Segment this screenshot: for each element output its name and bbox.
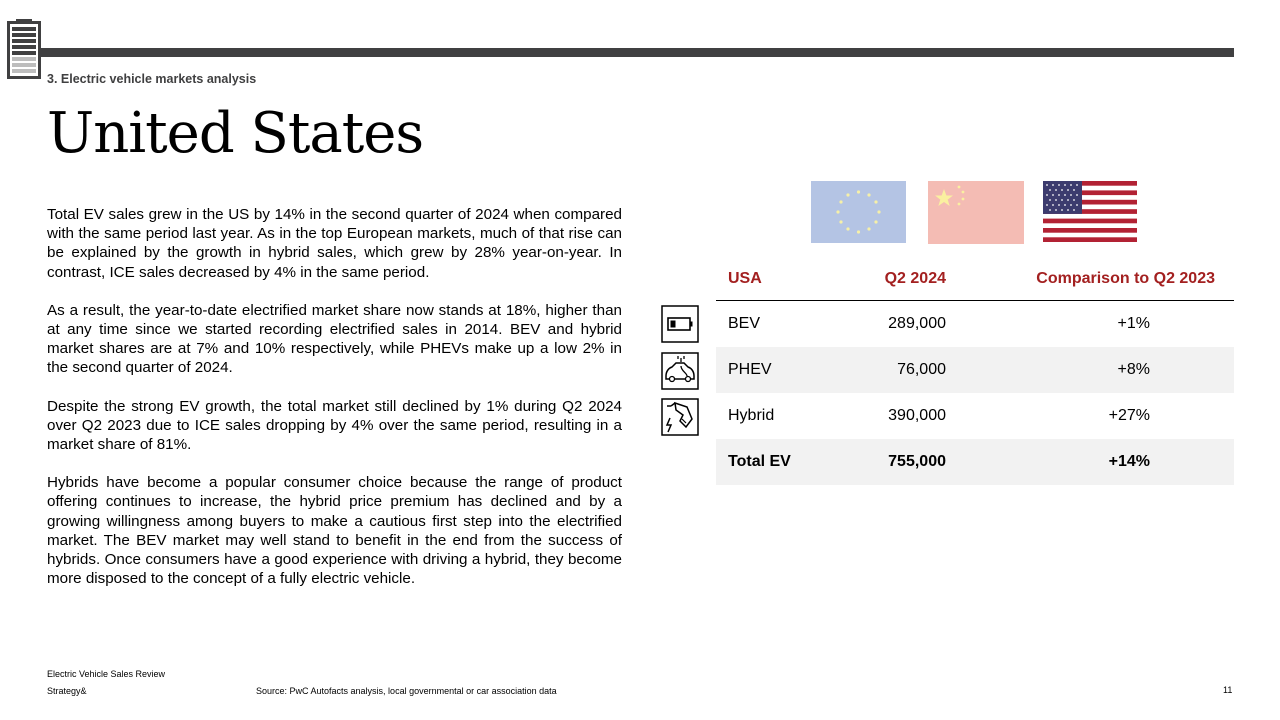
footer-source: Source: PwC Autofacts analysis, local governmental or car association data (256, 686, 557, 696)
row-sales: 289,000 (888, 315, 946, 332)
page-number: 11 (1223, 685, 1233, 695)
table-row-phev (716, 347, 1234, 393)
row-type: BEV (728, 315, 761, 332)
usa-flag[interactable] (1043, 181, 1137, 242)
battery-logo-icon (7, 19, 41, 79)
table-row-hybrid (716, 393, 1234, 439)
fuel-electric-nozzle-icon (661, 398, 699, 436)
footer-brand: Strategy& (47, 686, 87, 696)
paragraph: Total EV sales grew in the US by 14% in the second quarter of 2024 when compared with the same period last year. As in the top European markets, much of that rise can be explained by the growth in hybrid sales, which grew by 28% year-on-year. In contrast, ICE sales decreased by 4% in the same period. (47, 206, 622, 281)
header-bar (40, 48, 1234, 57)
total-type: Total EV (728, 453, 791, 470)
paragraph: As a result, the year-to-date electrified market share now stands at 18%, higher than at any time since we started recording electrified sales in 2014. BEV and hybrid market shares are at 7% and 10% respectively, while PHEVs make up a low 2% in the second quarter of 2024. (47, 301, 622, 377)
row-type: Hybrid (728, 407, 775, 424)
paragraph: Hybrids have become a popular consumer choice because the range of product offering continues to increase, the hybrid price premium has declined and by a growing willingness among buyers to make a cautious first step into the electrified market. The BEV market may well stand to benefit in the end from the success of hybrids. Once consumers have a good experience with driving a hybrid, they become more disposed to the concept of a fully electric vehicle. (47, 474, 622, 588)
table-row-bev (716, 301, 1234, 347)
header-region: USA (728, 270, 762, 287)
row-sales: 390,000 (888, 407, 946, 424)
plug-in-car-icon (661, 352, 699, 390)
row-type: PHEV (728, 361, 772, 378)
ev-sales-table (716, 258, 1234, 485)
page-title: United States (47, 101, 424, 166)
row-change: +8% (1117, 361, 1150, 378)
total-change: +14% (1108, 453, 1150, 470)
section-label: 3. Electric vehicle markets analysis (47, 72, 257, 86)
paragraph: Despite the strong EV growth, the total market still declined by 1% during Q2 2024 over Q2 2023 due to ICE sales dropping by 4% over the same period, resulting in a market share of 81%. (47, 397, 622, 454)
eu-flag[interactable] (811, 181, 906, 243)
total-sales: 755,000 (888, 453, 946, 470)
row-change: +27% (1108, 407, 1150, 424)
table-row-total (716, 439, 1234, 485)
row-change: +1% (1117, 315, 1150, 332)
header-comparison: Comparison to Q2 2023 (1036, 270, 1215, 287)
footer-publication: Electric Vehicle Sales Review (47, 669, 166, 679)
header-period: Q2 2024 (884, 270, 946, 287)
china-flag[interactable] (928, 181, 1024, 244)
battery-icon (661, 305, 699, 343)
body-text (47, 205, 622, 607)
row-sales: 76,000 (897, 361, 946, 378)
table-header (716, 258, 1234, 301)
